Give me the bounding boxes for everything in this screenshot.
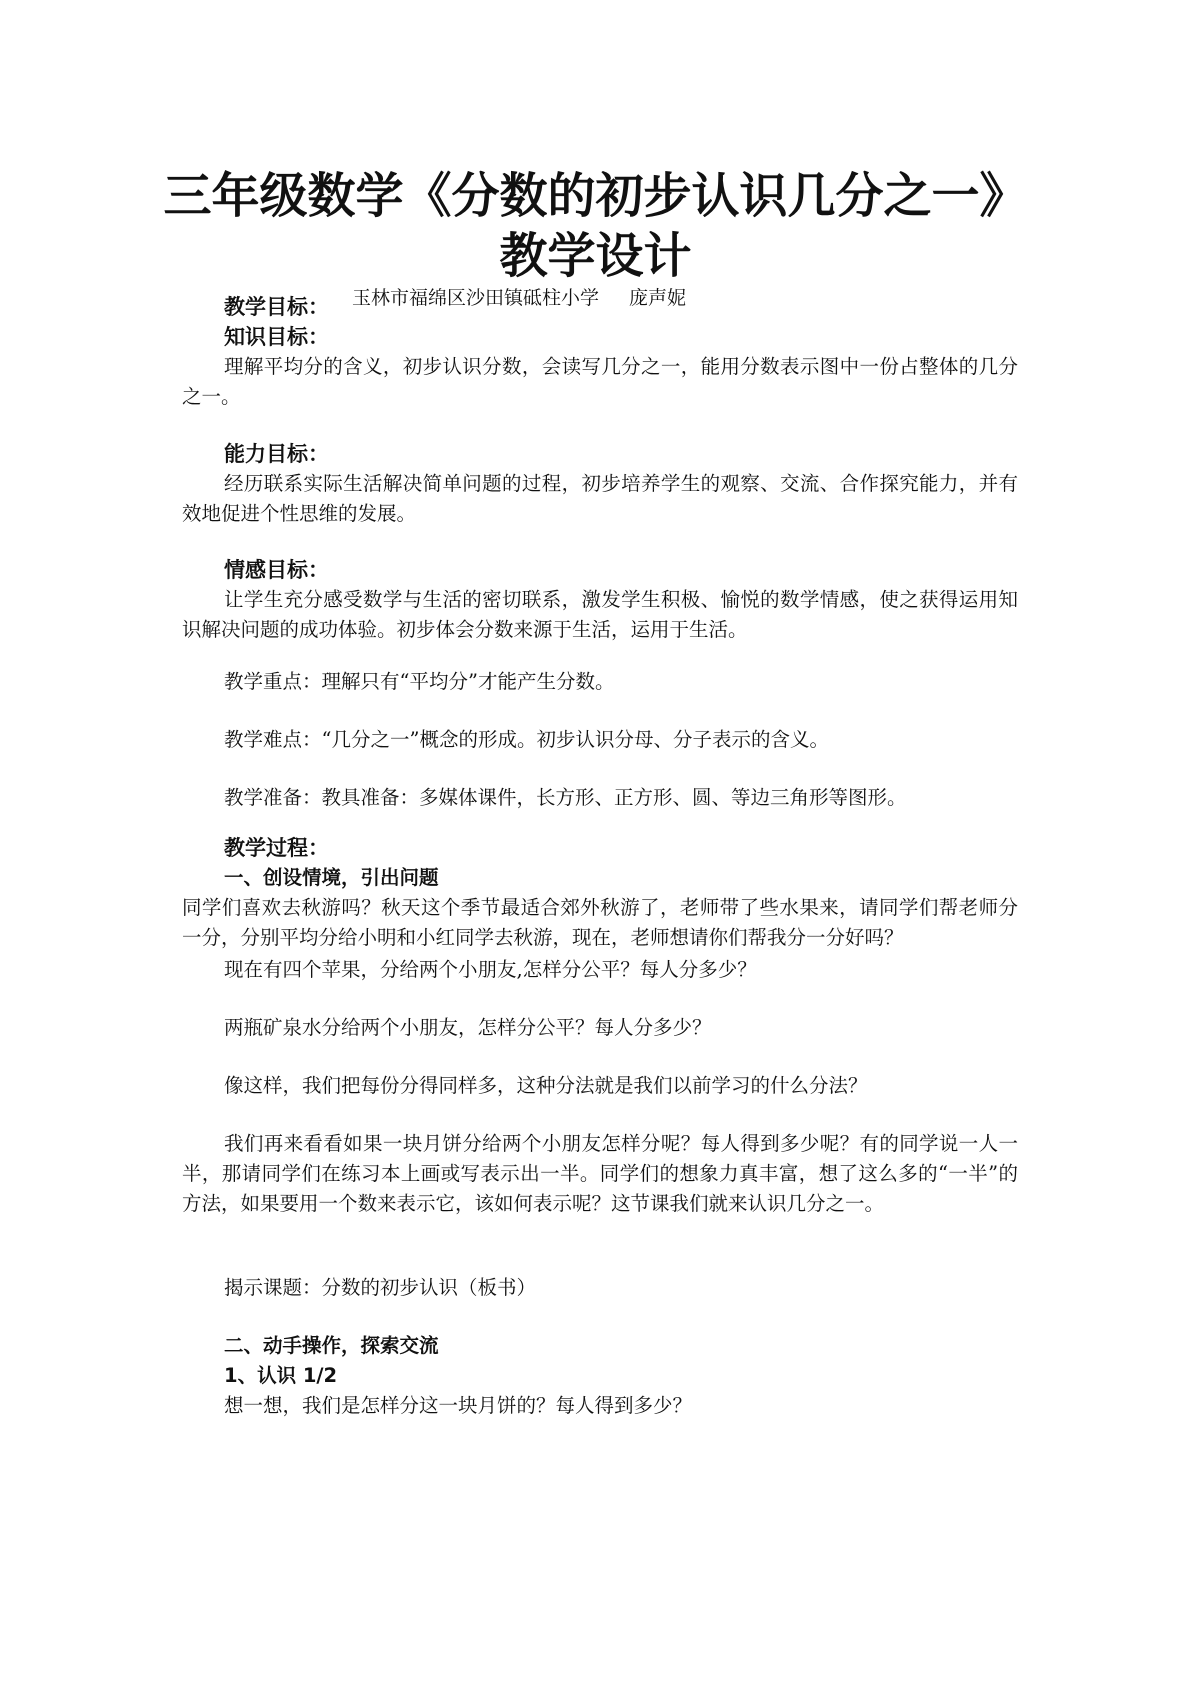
key-point: 教学重点：理解只有“平均分”才能产生分数。 [224, 670, 615, 693]
step2-sub1-text: 想一想，我们是怎样分这一块月饼的？每人得到多少？ [224, 1394, 693, 1417]
document-title-line1: 三年级数学《分数的初步认识几分之一》 [163, 168, 1028, 224]
author-school: 玉林市福绵区沙田镇砥柱小学 [352, 287, 600, 309]
step2-heading: 二、动手操作，探索交流 [224, 1334, 439, 1357]
knowledge-text: 理解平均分的含义，初步认识分数，会读写几分之一，能用分数表示图中一份占整体的几分之一。 [182, 355, 1018, 408]
step1-topic: 揭示课题：分数的初步认识（板书） [224, 1276, 537, 1299]
difficult-point: 教学难点：“几分之一”概念的形成。初步认识分母、分子表示的含义。 [224, 728, 829, 751]
process-heading: 教学过程： [224, 836, 329, 860]
author-line [352, 285, 686, 311]
knowledge-heading: 知识目标： [224, 325, 329, 349]
emotion-heading: 情感目标： [224, 558, 329, 582]
ability-heading: 能力目标： [224, 442, 329, 466]
step1-question-mooncake: 我们再来看看如果一块月饼分给两个小朋友怎样分呢？每人得到多少呢？有的同学说一人一半，那请同学们在练习本上画或写表示出一半。同学们的想象力真丰富，想了这么多的“一半”的方法，如果要用一个数来表示它，该如何表示呢？这节课我们就来认识几分之一。 [182, 1132, 1018, 1215]
step1-text: 同学们喜欢去秋游吗？秋天这个季节最适合郊外秋游了，老师带了些水果来，请同学们帮老师分一分，分别平均分给小明和小红同学去秋游，现在，老师想请你们帮我分一分好吗？ [182, 896, 1018, 949]
objectives-heading: 教学目标： [224, 295, 329, 319]
step1-question-apples: 现在有四个苹果，分给两个小朋友,怎样分公平？每人分多少？ [224, 958, 757, 981]
step1-heading: 一、创设情境，引出问题 [224, 866, 439, 889]
emotion-text: 让学生充分感受数学与生活的密切联系，激发学生积极、愉悦的数学情感，使之获得运用知识解决问题的成功体验。初步体会分数来源于生活，运用于生活。 [182, 588, 1018, 641]
preparation: 教学准备：教具准备：多媒体课件，长方形、正方形、圆、等边三角形等图形。 [224, 786, 907, 809]
step1-question-water: 两瓶矿泉水分给两个小朋友，怎样分公平？每人分多少？ [224, 1016, 712, 1039]
step2-subheading: 1、认识 1/2 [224, 1364, 338, 1387]
author-name: 庞声妮 [629, 287, 687, 309]
document-title-line2: 教学设计 [499, 228, 692, 284]
step1-question-method: 像这样，我们把每份分得同样多，这种分法就是我们以前学习的什么分法？ [224, 1074, 868, 1097]
ability-text: 经历联系实际生活解决简单问题的过程，初步培养学生的观察、交流、合作探究能力，并有效地促进个性思维的发展。 [182, 472, 1018, 525]
